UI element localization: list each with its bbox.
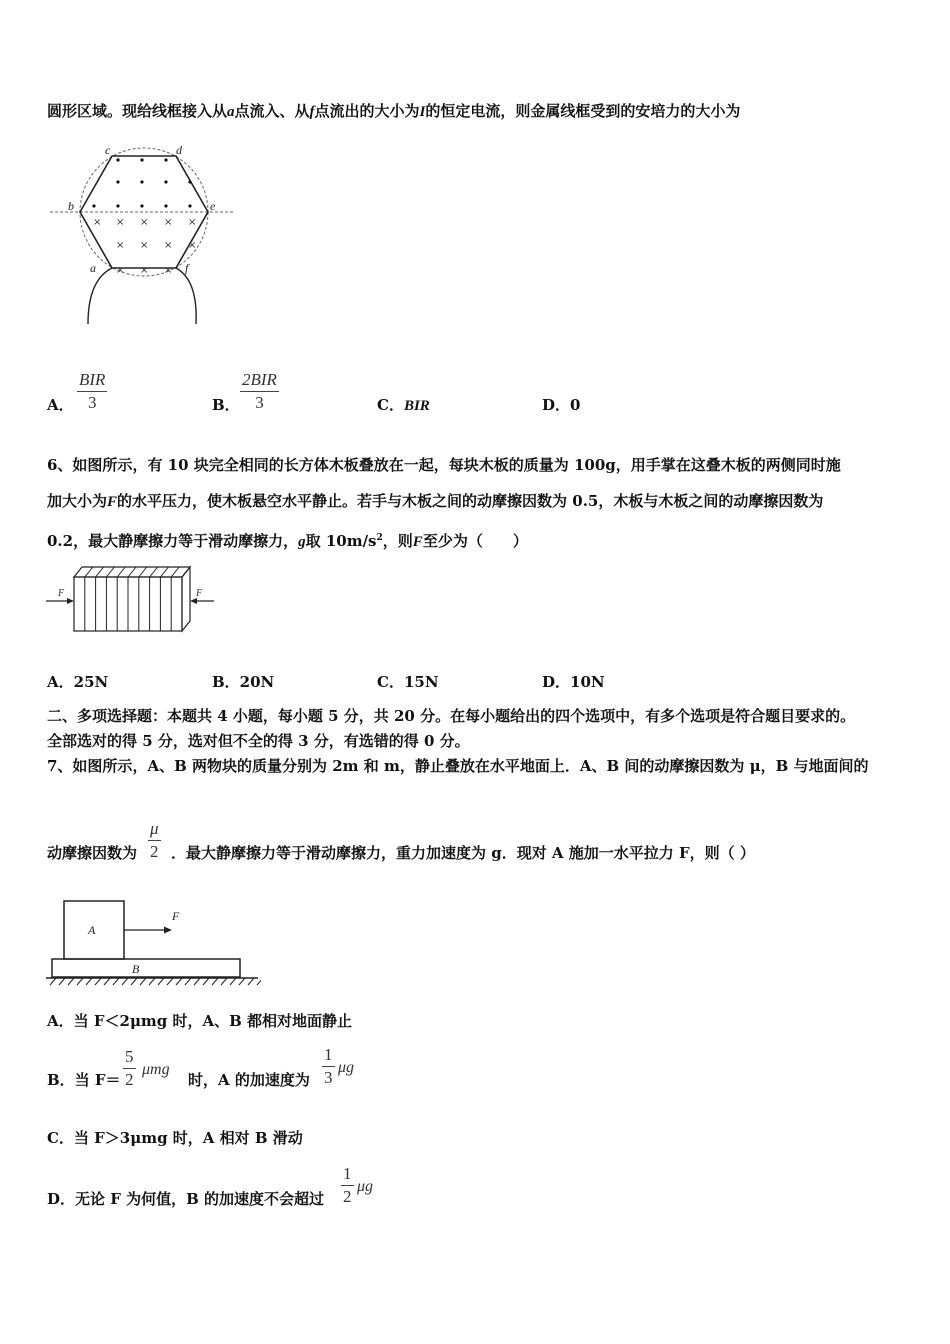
ground-hatching (50, 978, 261, 985)
q5-option-b-label: B． (212, 396, 240, 414)
vertex-b-label: b (68, 199, 74, 213)
hatch-mark (59, 978, 65, 985)
field-in-crosses (93, 217, 196, 276)
lead-wire-f (176, 268, 196, 324)
svg-text:×: × (116, 240, 125, 251)
q5-stem-part: 的恒定电流，则金属线框受到的安培力的大小为 (425, 102, 741, 120)
q7-option-b-fraction-1 (123, 1047, 136, 1090)
svg-text:×: × (93, 217, 102, 228)
frac-bar (341, 1185, 354, 1186)
frac-numerator: 5 (125, 1047, 134, 1066)
q6-line-3 (47, 528, 528, 552)
svg-text:×: × (140, 240, 149, 251)
right-force-label: F (196, 588, 203, 599)
section2-heading-line-2: 全部选对的得 5 分，选对但不全的得 3 分，有选错的得 0 分。 (47, 732, 470, 750)
hexagon-frame-figure (50, 140, 240, 330)
blocks-ab-figure (46, 898, 261, 986)
frac-bar (123, 1068, 136, 1069)
hatch-mark (113, 978, 119, 985)
hatch-mark (50, 978, 56, 985)
vertex-d-label: d (176, 143, 182, 157)
left-arrowhead (67, 598, 74, 604)
vertex-a-label: a (90, 261, 96, 275)
q7-option-c: C．当 F＞3μmg 时，A 相对 B 滑动 (47, 1129, 303, 1147)
block-a-label: A (88, 923, 96, 937)
q5-option-c (377, 395, 430, 416)
block-b-label: B (132, 962, 140, 976)
q6-option-a: A．25N (47, 673, 109, 691)
current-symbol: I (419, 104, 426, 120)
q7-option-d-expr: μg (357, 1178, 374, 1195)
q6-text: 取 10m/s (305, 532, 377, 550)
q7-option-b-start: B．当 F＝ (47, 1071, 121, 1089)
q7-line-2-end: ．最大静摩擦力等于滑动摩擦力，重力加速度为 g．现对 A 施加一水平拉力 F，则（ ） (171, 844, 755, 862)
vertex-f-label: f (185, 261, 189, 275)
board-top-edge (171, 567, 179, 577)
force-symbol: F (412, 534, 423, 550)
q6-line-2 (47, 491, 823, 512)
point-f-label: f (309, 104, 315, 120)
hatch-mark (95, 978, 101, 985)
q7-option-d-fraction (341, 1164, 354, 1207)
hatch-mark (122, 978, 128, 985)
stack-side-face (182, 567, 190, 631)
hatch-mark (158, 978, 164, 985)
board-top-edge (85, 567, 93, 577)
hatch-mark (203, 978, 209, 985)
q6-line-1: 6、如图所示，有 10 块完全相同的长方体木板叠放在一起，每块木板的质量为 100g，用手掌在这叠木板的两侧同时施 (47, 456, 841, 474)
hatch-mark (194, 978, 200, 985)
q5-option-a-label: A． (47, 396, 74, 414)
board-top-edge (150, 567, 158, 577)
q6-text: 加大小为 (47, 492, 108, 510)
force-symbol: F (107, 494, 118, 510)
q5-option-d: D．0 (542, 396, 581, 414)
hatch-mark (104, 978, 110, 985)
hatch-mark (131, 978, 137, 985)
circular-field-region (80, 148, 208, 276)
left-force-label: F (58, 588, 65, 599)
gravity-symbol: g (298, 534, 306, 550)
svg-text:×: × (140, 217, 149, 228)
q5-stem-part: 点流出的大小为 (314, 102, 420, 120)
hatch-mark (149, 978, 155, 985)
q5-option-c-label: C． (377, 396, 404, 414)
q7-option-b-expr-2: μg (338, 1059, 355, 1076)
hatch-mark (167, 978, 173, 985)
frac-numerator: μ (150, 819, 159, 838)
frac-denominator: 3 (87, 393, 97, 412)
q5-option-b-fraction (240, 370, 279, 413)
frac-bar (148, 840, 161, 841)
frac-denominator: 3 (255, 393, 264, 412)
q6-option-d: D．10N (542, 673, 605, 691)
force-f-label: F (172, 909, 180, 923)
hatch-mark (140, 978, 146, 985)
board-top-edge (139, 567, 147, 577)
q7-mu-fraction (148, 819, 161, 862)
q6-text: 至少为（ ） (422, 532, 528, 550)
frac-bar (322, 1066, 335, 1067)
svg-text:×: × (164, 217, 173, 228)
board-top-edge (117, 567, 125, 577)
board-top-edge (96, 567, 104, 577)
pull-arrowhead (164, 927, 172, 934)
hatch-mark (185, 978, 191, 985)
frac-numerator: 2BIR (242, 370, 277, 389)
hatch-mark (221, 978, 227, 985)
vertex-e-label: e (210, 199, 216, 213)
frac-denominator: 3 (324, 1068, 333, 1087)
hatch-mark (239, 978, 245, 985)
q7-option-b-expr-1: μmg (142, 1061, 170, 1078)
q5-stem-part: 点流入、从 (234, 102, 310, 120)
board-top-edge (160, 567, 168, 577)
hatch-mark (77, 978, 83, 985)
hatch-mark (176, 978, 182, 985)
svg-text:×: × (164, 265, 173, 276)
frac-numerator: 1 (343, 1164, 352, 1183)
board-top-edge (128, 567, 136, 577)
q6-option-b: B．20N (212, 673, 275, 691)
hatch-mark (86, 978, 92, 985)
frac-denominator: 2 (150, 842, 159, 861)
point-a-label: a (227, 104, 235, 120)
hatch-mark (248, 978, 254, 985)
svg-text:×: × (188, 240, 197, 251)
q7-line-2-start: 动摩擦因数为 (47, 844, 138, 862)
board-top-edge (106, 567, 114, 577)
frac-denominator: 2 (125, 1070, 134, 1089)
wood-stack-figure (46, 563, 216, 635)
unit-exponent: 2 (376, 533, 383, 543)
svg-text:×: × (188, 217, 197, 228)
q7-option-b-fraction-2 (322, 1045, 335, 1088)
q7-line-1: 7、如图所示，A、B 两物块的质量分别为 2m 和 m，静止叠放在水平地面上．A、B 间的动摩擦因数为 μ，B 与地面间的 (47, 757, 869, 775)
frac-numerator: BIR (79, 370, 106, 389)
frac-bar (77, 391, 107, 392)
q5-option-c-value: BIR (403, 398, 430, 414)
frac-numerator: 1 (324, 1045, 333, 1064)
q6-text: 的水平压力，使木板悬空水平静止。若手与木板之间的动摩擦因数为 0.5，木板与木板之间的动摩擦因数为 (117, 492, 824, 510)
q7-option-a: A．当 F＜2μmg 时，A、B 都相对地面静止 (47, 1012, 353, 1030)
q6-text: ，则 (382, 532, 413, 550)
section2-heading-line-1: 二、多项选择题：本题共 4 小题，每小题 5 分，共 20 分。在每小题给出的四个选项中，有多个选项是符合题目要求的。 (47, 707, 856, 725)
block-b (52, 959, 240, 977)
q7-option-b-middle: 时，A 的加速度为 (188, 1071, 310, 1089)
vertex-c-label: c (105, 143, 111, 157)
q5-stem (47, 101, 740, 122)
q6-text: 0.2，最大静摩擦力等于滑动摩擦力， (47, 532, 299, 550)
q6-option-c: C．15N (377, 673, 439, 691)
q5-option-a-fraction (77, 370, 107, 413)
svg-text:×: × (164, 240, 173, 251)
hatch-mark (68, 978, 74, 985)
hatch-mark (257, 978, 261, 985)
hatch-mark (212, 978, 218, 985)
frac-denominator: 2 (343, 1187, 352, 1206)
svg-text:×: × (140, 265, 149, 276)
q5-stem-part: 圆形区域。现给线框接入从 (47, 102, 228, 120)
svg-text:×: × (116, 217, 125, 228)
hexagon-frame (80, 156, 208, 268)
q7-option-d-start: D．无论 F 为何值，B 的加速度不会超过 (47, 1190, 325, 1208)
hatch-mark (230, 978, 236, 985)
lead-wire-a (88, 268, 112, 324)
svg-text:×: × (116, 265, 125, 276)
frac-bar (240, 391, 279, 392)
